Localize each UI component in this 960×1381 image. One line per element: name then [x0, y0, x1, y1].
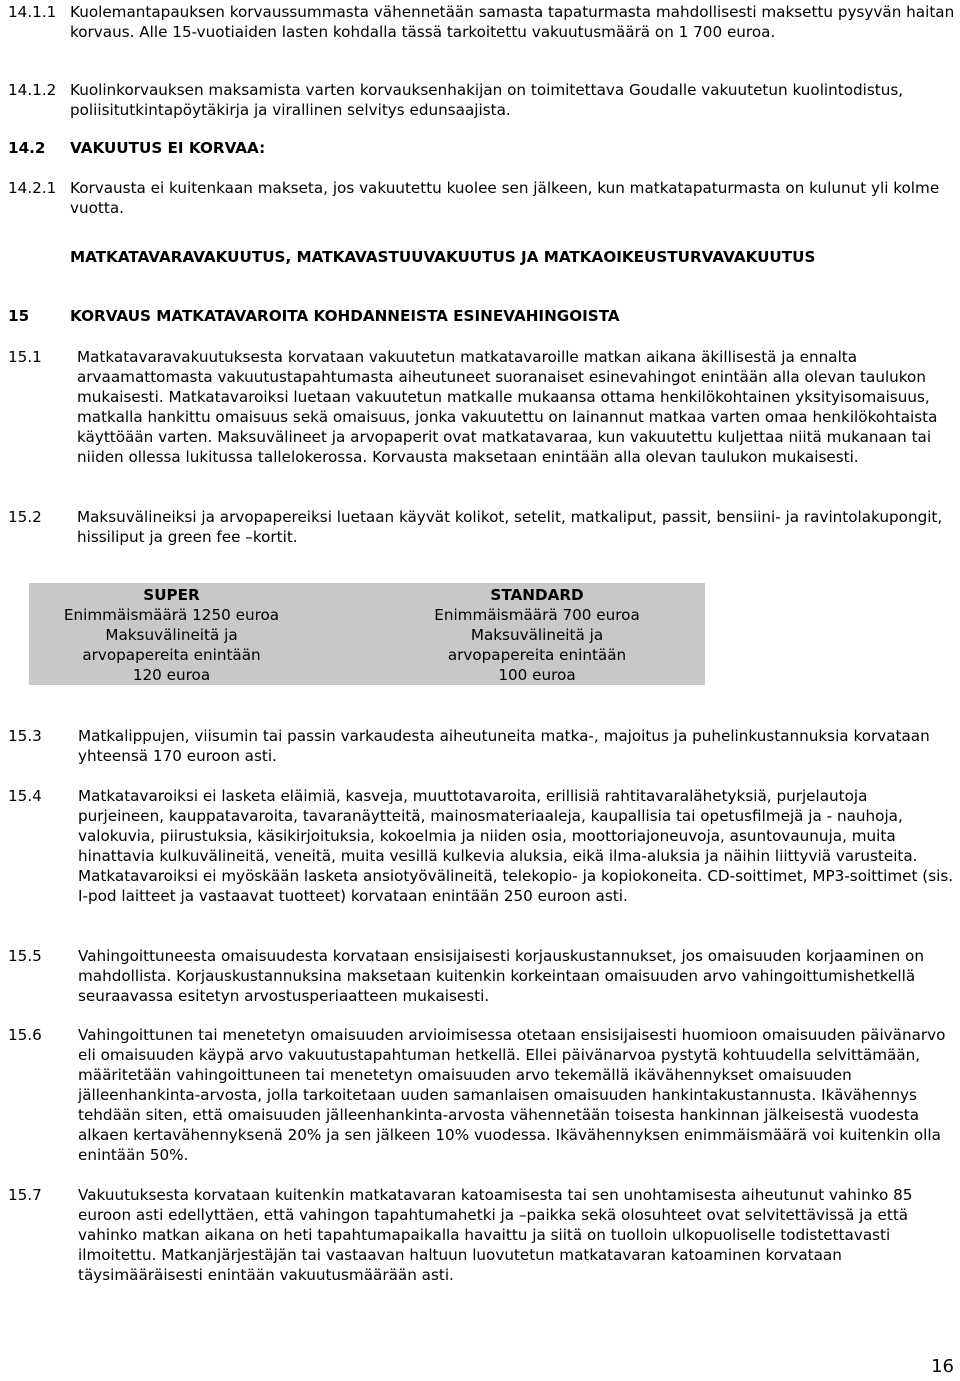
super-title: SUPER	[143, 586, 200, 604]
clause-number: 15.1	[8, 348, 42, 366]
standard-means-line1: Maksuvälineitä ja	[470, 626, 604, 644]
clause-number: 14.1.1	[8, 3, 57, 21]
clause-text: Vahingoittuneesta omaisuudesta korvataan ensisijaisesti korjauskustannukset, jos omaisuuden korjaaminen on mahdollista. Korjauskustannuksina maksetaan kuitenkin korkeintaan omaisuuden arvo vahingoittumishetkellä seuraavassa esitetyn arvostusperiaatteen mukaisesti.	[78, 947, 924, 1005]
section-14-2-heading	[8, 138, 265, 158]
clause-number: 15.7	[8, 1186, 42, 1204]
super-means-line2: arvopapereita enintään	[82, 646, 261, 664]
clause-15-2	[8, 507, 956, 547]
clause-15-4	[8, 786, 956, 906]
section-title: KORVAUS MATKATAVAROITA KOHDANNEISTA ESINEVAHINGOISTA	[70, 307, 620, 325]
section-15-heading	[8, 306, 620, 326]
clause-number: 15.2	[8, 508, 42, 526]
clause-number: 14.2.1	[8, 179, 57, 197]
compensation-limits-table	[29, 583, 705, 685]
clause-text: Korvausta ei kuitenkaan makseta, jos vakuutettu kuolee sen jälkeen, kun matkatapaturmasta on kulunut yli kolme vuotta.	[70, 179, 940, 217]
clause-14-2-1	[8, 178, 956, 218]
clause-15-7	[8, 1185, 956, 1285]
section-title: VAKUUTUS EI KORVAA:	[70, 139, 266, 157]
page-number: 16	[931, 1356, 954, 1377]
clause-15-6	[8, 1025, 956, 1165]
standard-max-amount: Enimmäismäärä 700 euroa	[434, 606, 640, 624]
clause-15-1	[8, 347, 956, 467]
clause-text: Maksuvälineiksi ja arvopapereiksi luetaan käyvät kolikot, setelit, matkaliput, passit, bensiini- ja ravintolakupongit, hissiliput ja green fee –kortit.	[77, 508, 943, 546]
clause-number: 14.1.2	[8, 81, 57, 99]
clause-text: Matkalippujen, viisumin tai passin varkaudesta aiheutuneita matka-, majoitus ja puhelinkustannuksia korvataan yhteensä 170 euroon asti.	[78, 727, 930, 765]
clause-number: 15.4	[8, 787, 42, 805]
clause-text: Vahingoittunen tai menetetyn omaisuuden arvioimisessa otetaan ensisijaisesti huomioon omaisuuden päivänarvo eli omaisuuden käypä arvo vakuutustapahtuman hetkellä. Ellei päivänarvoa pystytä kohtuudella selvittämään, määritetään vahingoittuneen tai menetetyn omaisuuden arvo tekemällä ikävähennykset omaisuuden jälleenhankinta-arvosta, jolla tarkoitetaan uuden samanlaisen omaisuuden hankintakustannusta. Ikävähennys tehdään siten, että omaisuuden jälleenhankinta-arvosta vähennetään toisesta hankinnan jälkeisestä vuodesta alkaen kertavähennyksenä 20% ja sen jälkeen 10% vuodessa. Ikävähennyksen enimmäismäärä voi kuitenkin olla enintään 50%.	[78, 1026, 946, 1164]
section-number: 14.2	[8, 139, 46, 157]
clause-number: 15.3	[8, 727, 42, 745]
clause-number: 15.6	[8, 1026, 42, 1044]
clause-14-1-1	[8, 2, 956, 42]
insurance-types-banner: MATKATAVARAVAKUUTUS, MATKAVASTUUVAKUUTUS JA MATKAOIKEUSTURVAVAKUUTUS	[70, 248, 816, 266]
clause-text: Matkatavaravakuutuksesta korvataan vakuutetun matkatavaroille matkan aikana äkillisestä ja ennalta arvaamattomasta vakuutustapahtumasta aiheutuneet suoranaiset esinevahingot enintään alla olevan taulukon mukaisesti. Matkatavaroiksi luetaan vakuutetun matkalle mukaansa ottama henkilökohtainen yksityisomaisuus, matkalla hankittu omaisuus sekä omaisuus, jonka vakuutettu on lainannut matkaa varten omaa henkilökohtaista käyttöään varten. Maksuvälineet ja arvopaperit ovat matkatavaraa, kun vakuutettu kuljettaa niitä mukanaan tai niiden ollessa lukitussa tallelokerossa. Korvausta maksetaan enintään alla olevan taulukon mukaisesti.	[77, 348, 938, 466]
super-column	[29, 585, 314, 685]
section-number: 15	[8, 307, 30, 325]
clause-15-5	[8, 946, 956, 1006]
super-max-amount: Enimmäismäärä 1250 euroa	[63, 606, 280, 624]
clause-text: Vakuutuksesta korvataan kuitenkin matkatavaran katoamisesta tai sen unohtamisesta aiheutunut vahinko 85 euroon asti edellyttäen, että vahingon tapahtumahetki ja –paikka sekä olosuhteet ovat selvitettävissä ja että vahinko matkan aikana on heti tapahtumapaikalla havaittu ja siitä on tuolloin ulkopuoliselle todistettavasti ilmoitettu. Matkanjärjestäjän tai vastaavan haltuun luovutetun matkatavaran katoaminen korvataan täysimääräisesti enintään vakuutusmäärään asti.	[78, 1186, 913, 1284]
clause-text: Kuolemantapauksen korvaussummasta vähennetään samasta tapaturmasta mahdollisesti maksettu pysyvän haitan korvaus. Alle 15-vuotiaiden lasten kohdalla tässä tarkoitettu vakuutusmäärä on 1 700 euroa.	[70, 3, 955, 41]
clause-15-3	[8, 726, 956, 766]
standard-means-line2: arvopapereita enintään	[447, 646, 627, 664]
super-means-line3: 120 euroa	[132, 666, 211, 684]
standard-column	[369, 585, 705, 685]
clause-text: Kuolinkorvauksen maksamista varten korvauksenhakijan on toimitettava Goudalle vakuutetun kuolintodistus, poliisitutkintapöytäkirja ja virallinen selvitys edunsaajista.	[70, 81, 904, 119]
standard-title: STANDARD	[490, 586, 584, 604]
super-means-line1: Maksuvälineitä ja	[105, 626, 238, 644]
clause-text: Matkatavaroiksi ei lasketa eläimiä, kasveja, muuttotavaroita, erillisiä rahtitavaralähetyksiä, purjelautoja purjeineen, kauppatavaroita, tavaranäytteitä, mainosmateriaaleja, kaupallisia tai opetusfilmejä ja - nauhoja, valokuvia, piirustuksia, käsikirjoituksia, kokoelmia ja niiden osia, moottoriajoneuvoja, asuntovaunuja, muita hinattavia kulkuvälineitä, veneitä, muita vesillä kulkevia aluksia, eikä ilma-aluksia ja näihin liittyviä varusteita. Matkatavaroiksi ei myöskään lasketa ansiotyövälineitä, telekopio- ja kopiokoneita. CD-soittimet, MP3-soittimet (sis. I-pod laitteet ja vastaavat tuotteet) korvataan enintään 250 euroon asti.	[78, 787, 954, 905]
standard-means-line3: 100 euroa	[498, 666, 576, 684]
clause-14-1-2	[8, 80, 956, 120]
clause-number: 15.5	[8, 947, 42, 965]
